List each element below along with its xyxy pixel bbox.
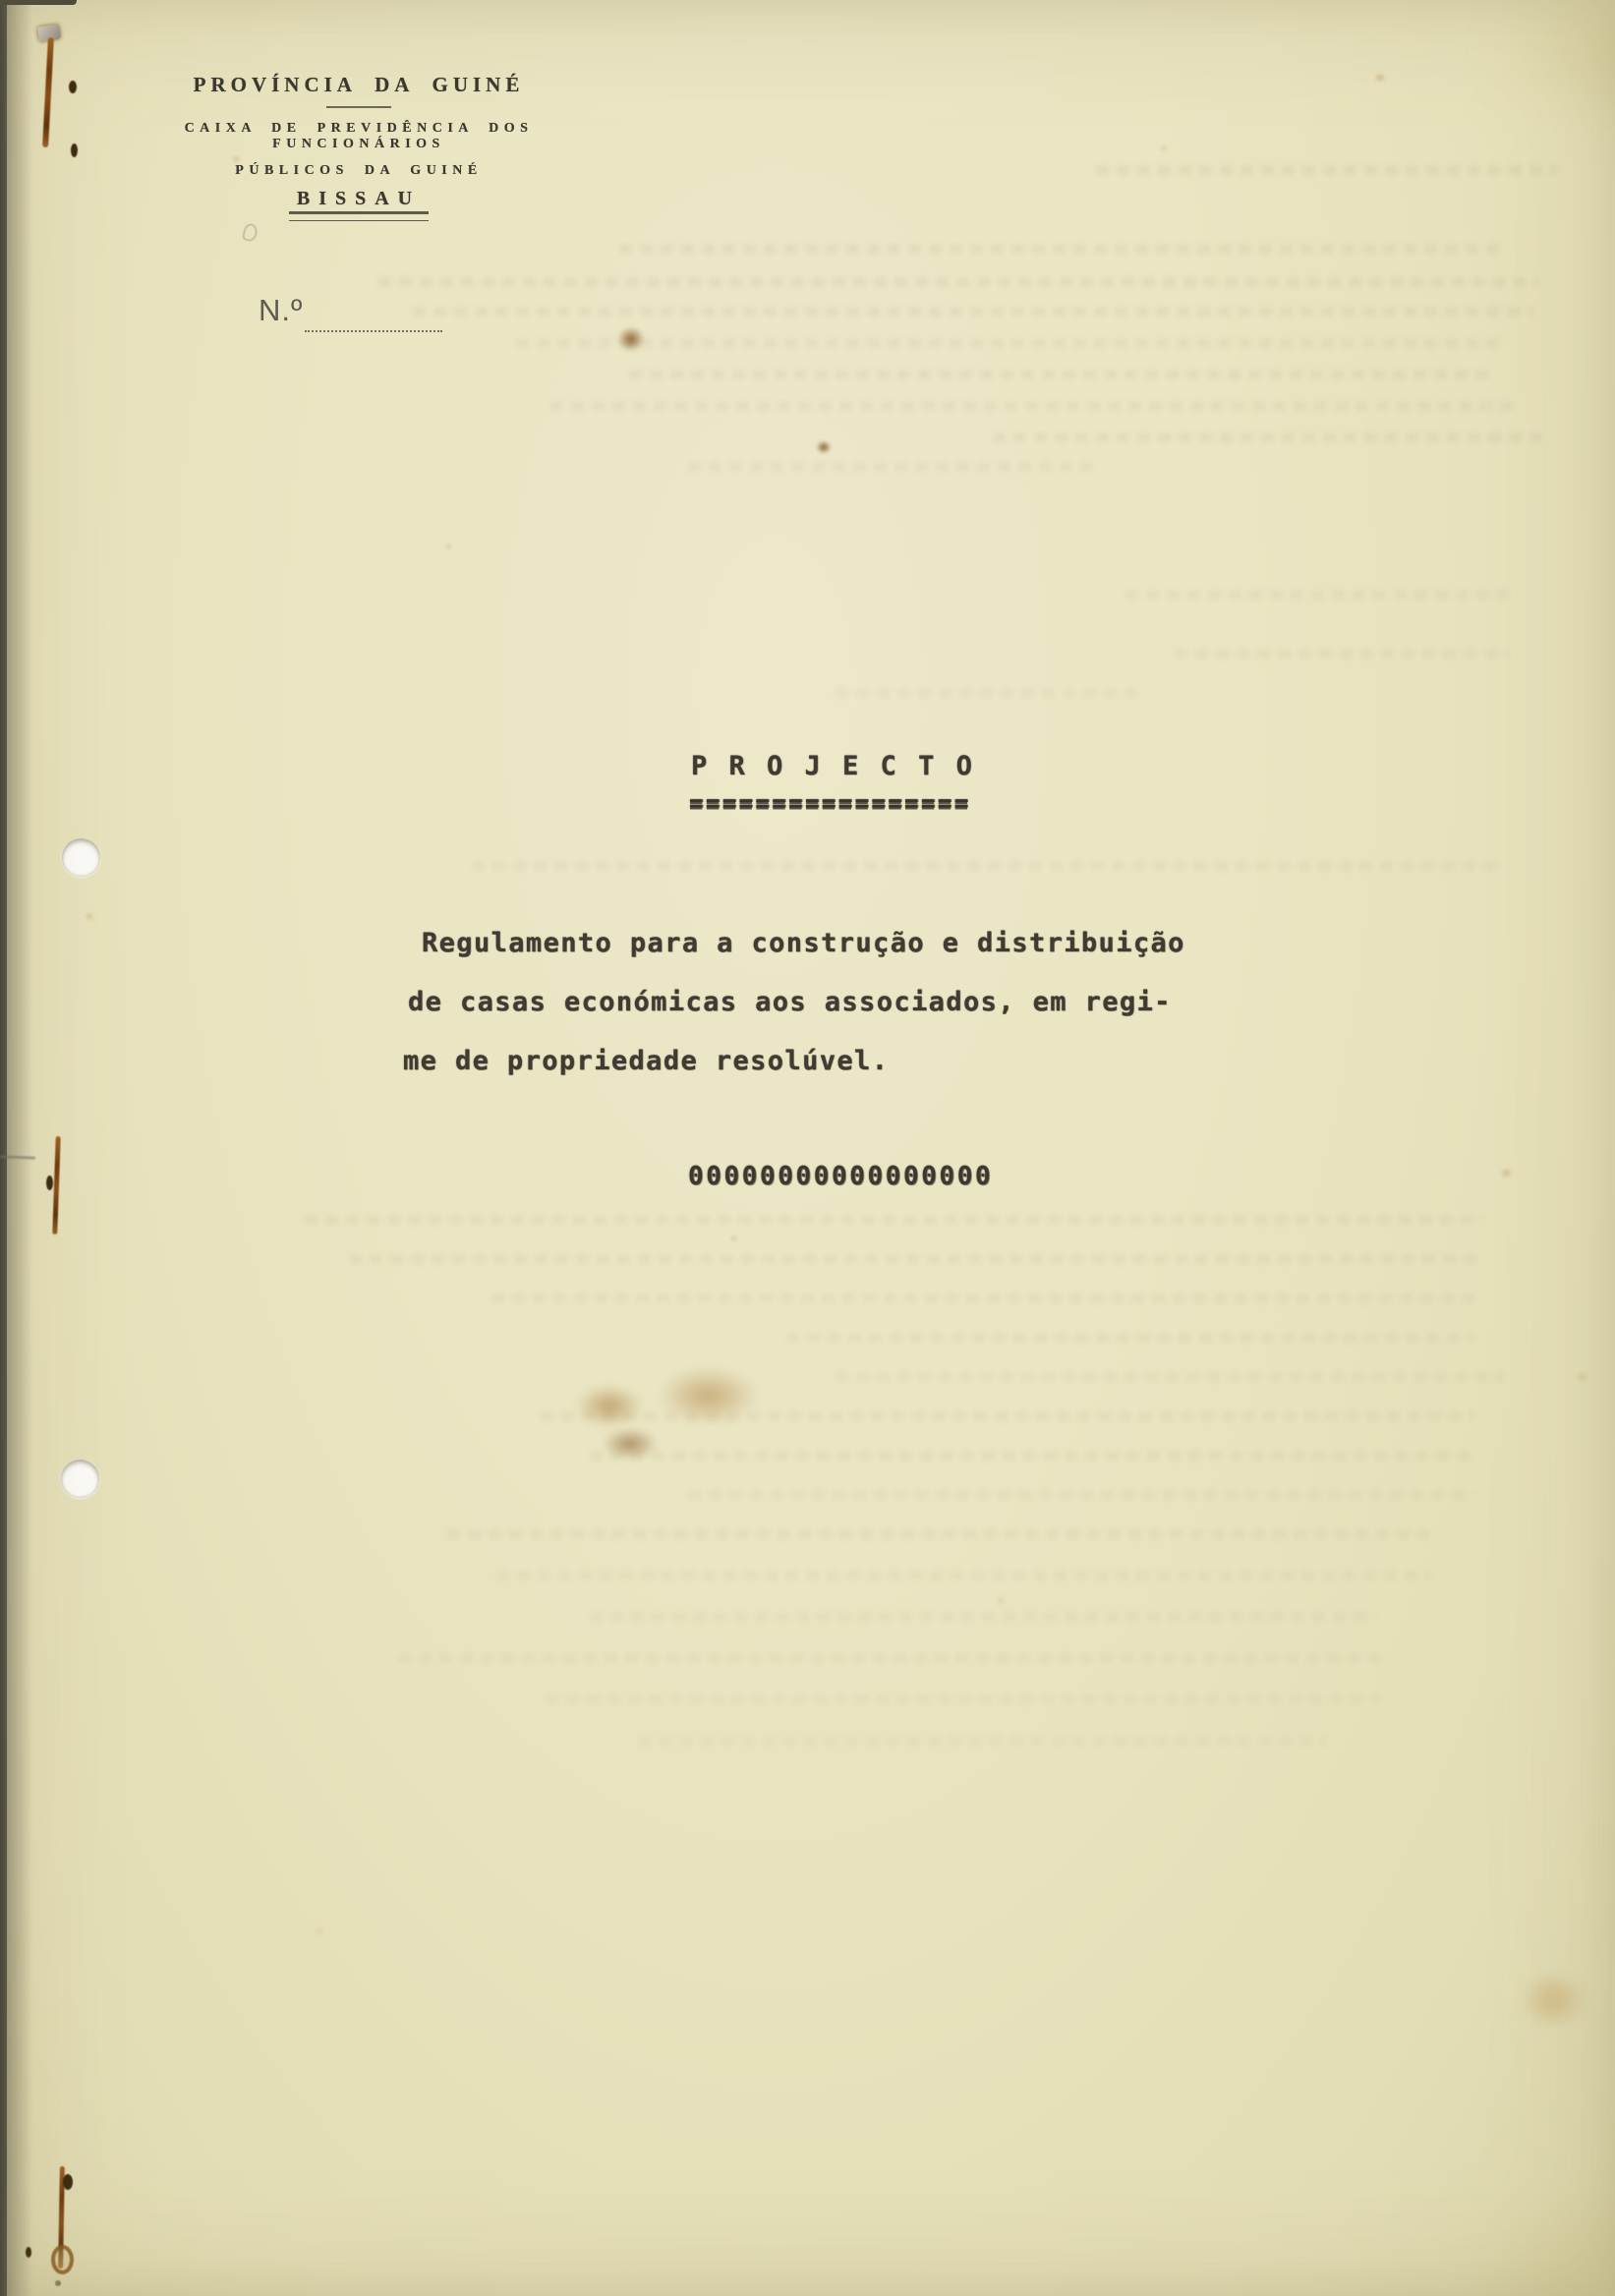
- bleed-through-artifact: [619, 244, 1504, 254]
- number-dotted-line: [305, 313, 442, 332]
- letterhead-rule: [326, 106, 391, 108]
- stain-artifact: [1575, 1371, 1589, 1383]
- stain-artifact: [1160, 145, 1168, 152]
- bleed-through-artifact: [1096, 165, 1558, 175]
- scan-edge-top: [0, 0, 77, 5]
- number-label: N.º: [259, 293, 304, 327]
- stain-artifact: [602, 1427, 659, 1461]
- bleed-through-artifact: [516, 338, 1499, 348]
- body-line: Regulamento para a construção e distribuição: [422, 928, 1185, 958]
- bleed-through-artifact: [688, 1490, 1474, 1500]
- stain-artifact: [816, 440, 832, 454]
- bleed-through-artifact: [629, 370, 1494, 379]
- letterhead: [93, 73, 624, 221]
- bleed-through-artifact: [541, 1411, 1474, 1421]
- punch-hole: [62, 838, 100, 877]
- stain-artifact: [315, 1926, 324, 1935]
- bleed-through-artifact: [1125, 590, 1509, 600]
- body-line: me de propriedade resolúvel.: [403, 1046, 890, 1076]
- title-underline: =================: [689, 789, 971, 817]
- ornament-row: 00000000000000000: [688, 1162, 994, 1191]
- bleed-through-artifact: [349, 1254, 1479, 1264]
- province-title: PROVÍNCIA DA GUINÉ: [193, 73, 525, 96]
- bleed-through-artifact: [590, 1451, 1474, 1461]
- stain-artifact: [1519, 1971, 1587, 2030]
- stain-artifact: [657, 1366, 760, 1425]
- bleed-through-artifact: [546, 1694, 1381, 1704]
- bleed-through-artifact: [447, 1529, 1430, 1539]
- stain-artifact: [1474, 2192, 1615, 2296]
- body-line: de casas económicas aos associados, em regi-: [408, 987, 1172, 1017]
- stain-artifact: [85, 912, 94, 921]
- bleed-through-artifact: [496, 1571, 1430, 1580]
- bleed-through-artifact: [305, 1215, 1484, 1225]
- bleed-through-artifact: [472, 861, 1504, 871]
- bleed-through-artifact: [550, 401, 1514, 411]
- stain-artifact: [729, 1234, 738, 1242]
- bleed-through-artifact: [491, 1293, 1474, 1303]
- bleed-through-artifact: [639, 1736, 1327, 1746]
- stain-artifact: [1374, 73, 1386, 83]
- staple-rust-mark-top: [29, 6, 98, 168]
- stain-artifact: [996, 1596, 1006, 1605]
- city-name: BISSAU: [296, 188, 422, 209]
- bleed-through-artifact: [590, 1612, 1376, 1622]
- bleed-through-artifact: [993, 432, 1543, 442]
- org-name-line1: CAIXA DE PREVIDÊNCIA DOS FUNCIONÁRIOS: [184, 121, 534, 151]
- stain-artifact: [444, 543, 453, 550]
- stain-artifact: [1500, 1168, 1513, 1178]
- body-paragraph: [403, 914, 1185, 1091]
- punch-hole: [61, 1460, 99, 1498]
- bleed-through-artifact: [836, 1372, 1504, 1382]
- document-title: P R O J E C T O: [691, 751, 975, 781]
- bleed-through-artifact: [413, 307, 1533, 316]
- bleed-through-artifact: [688, 462, 1101, 472]
- stain-artifact: [617, 326, 645, 352]
- org-name-line2: PÚBLICOS DA GUINÉ: [235, 163, 483, 178]
- staple-rust-mark-middle: [29, 1130, 84, 1248]
- bleed-through-artifact: [378, 277, 1538, 287]
- bleed-through-artifact: [398, 1653, 1381, 1663]
- stain-artifact: [1484, 0, 1615, 138]
- stain-artifact: [575, 1384, 644, 1428]
- staple-rust-mark-bottom: [22, 2154, 90, 2292]
- scan-edge-strip: [0, 0, 7, 2296]
- pencil-mark-artifact: [242, 223, 258, 242]
- bleed-through-artifact: [786, 1333, 1474, 1343]
- bleed-through-artifact: [1175, 649, 1509, 659]
- city-underline: [289, 211, 429, 221]
- bleed-through-artifact: [836, 688, 1140, 698]
